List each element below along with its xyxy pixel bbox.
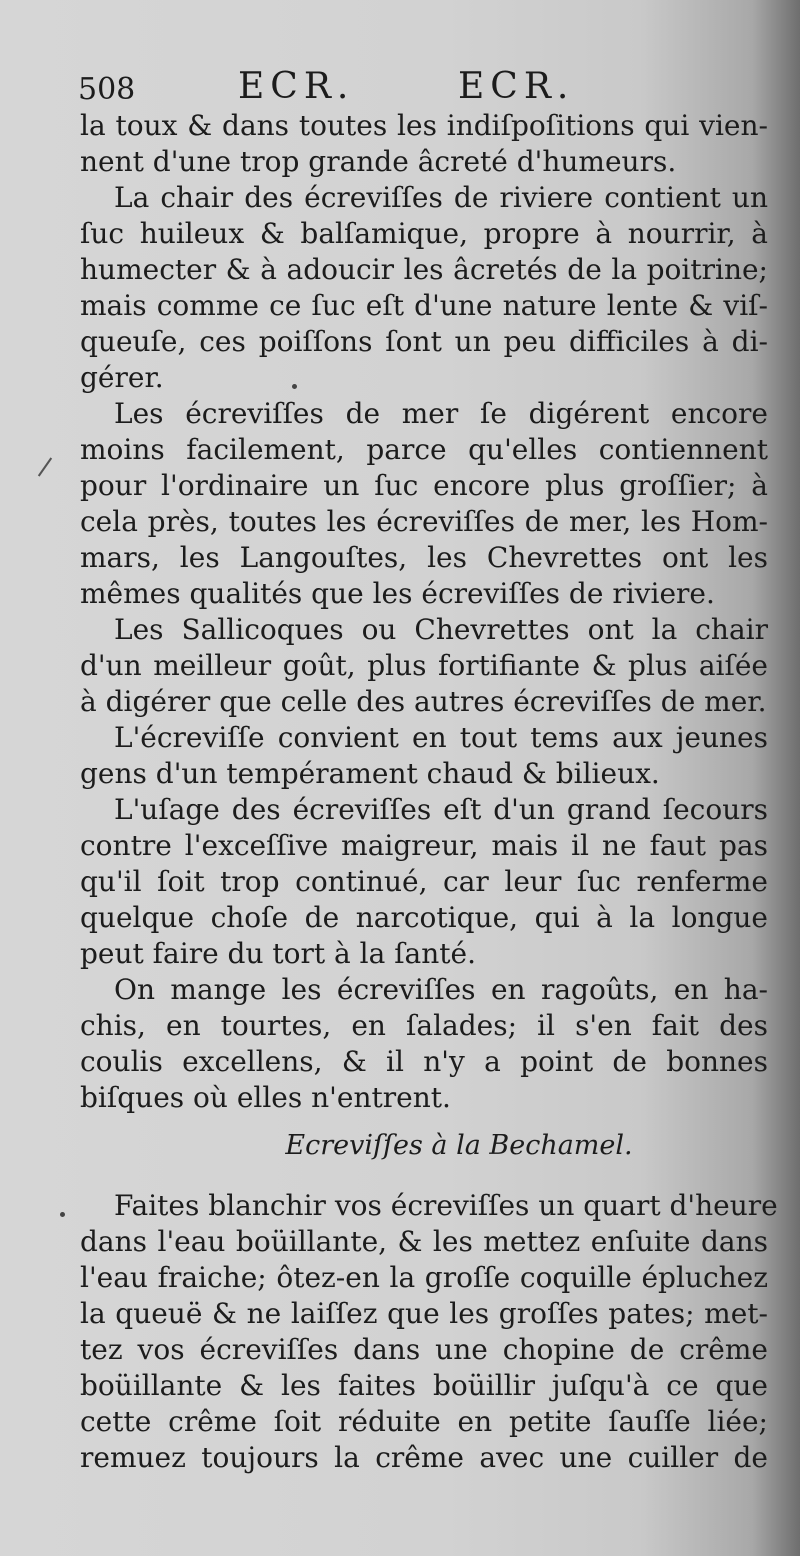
running-head-right: ECR. <box>458 66 575 107</box>
text-line: nent d'une trop grande âcreté d'humeurs. <box>80 145 677 178</box>
text-line: Les Sallicoques ou Chevrettes ont la chair <box>114 613 768 646</box>
text-line: queuſe, ces poiſſons ſont un peu difficiles à di- <box>80 325 768 358</box>
paragraph <box>80 396 768 612</box>
text-line: pour l'ordinaire un ſuc encore plus groſſier; à <box>80 469 768 502</box>
ink-speck <box>60 1212 65 1217</box>
paragraphs <box>80 108 768 1116</box>
text-line: d'un meilleur goût, plus fortifiante & plus aiſée <box>80 649 768 682</box>
text-line: ſuc huileux & balſamique, propre à nourrir, à <box>80 217 768 250</box>
paragraph <box>80 1188 778 1476</box>
text-line: L'uſage des écreviſſes eſt d'un grand ſecours <box>114 793 768 826</box>
running-head-left: ECR. <box>238 66 355 107</box>
text-line: humecter & à adoucir les âcretés de la poitrine; <box>80 253 768 286</box>
text-line: la toux & dans toutes les indiſpoſitions qui vien- <box>80 109 768 142</box>
text-line: cela près, toutes les écreviſſes de mer, les Hom- <box>80 505 768 538</box>
paragraph <box>80 612 768 720</box>
paragraph <box>80 792 768 972</box>
text-line: l'eau fraiche; ôtez-en la groſſe coquille épluchez <box>80 1261 768 1294</box>
text-line: mais comme ce ſuc eſt d'une nature lente & viſ- <box>80 289 768 322</box>
paragraph <box>80 180 768 396</box>
margin-mark <box>38 457 52 476</box>
text-line: La chair des écreviſſes de riviere contient un <box>114 181 768 214</box>
text-line: moins facilement, parce qu'elles contiennent <box>80 433 768 466</box>
page-body <box>80 108 778 1476</box>
text-line: dans l'eau boüillante, & les mettez enſuite dans <box>80 1225 768 1258</box>
text-line: Les écreviſſes de mer ſe digérent encore <box>114 397 768 430</box>
paragraph <box>80 108 768 180</box>
text-line: mêmes qualités que les écreviſſes de riviere. <box>80 577 715 610</box>
text-line: On mange les écreviſſes en ragoûts, en ha- <box>114 973 768 1006</box>
text-line: contre l'exceſſive maigreur, mais il ne faut pas <box>80 829 768 862</box>
text-line: gérer. <box>80 361 164 394</box>
text-line: boüillante & les faites boüillir juſqu'à ce que <box>80 1369 768 1402</box>
text-line: coulis excellens, & il n'y a point de bonnes <box>80 1045 768 1078</box>
page-number: 508 <box>78 72 136 107</box>
text-line: remuez toujours la crême avec une cuiller de <box>80 1441 768 1474</box>
text-line: quelque choſe de narcotique, qui à la longue <box>80 901 768 934</box>
text-line: tez vos écreviſſes dans une chopine de crême <box>80 1333 768 1366</box>
text-line: peut faire du tort à la ſanté. <box>80 937 477 970</box>
text-line: cette crême ſoit réduite en petite ſauſſe liée; <box>80 1405 768 1438</box>
section-heading: Ecreviſſes à la Bechamel. <box>285 1130 633 1161</box>
text-line: chis, en tourtes, en ſalades; il s'en fait des <box>80 1009 768 1042</box>
text-line: gens d'un tempérament chaud & bilieux. <box>80 757 660 790</box>
text-line: biſques où elles n'entrent. <box>80 1081 451 1114</box>
text-line: Faites blanchir vos écreviſſes un quart d'heure <box>114 1189 778 1222</box>
text-line: L'écreviſſe convient en tout tems aux jeunes <box>114 721 768 754</box>
text-line: à digérer que celle des autres écreviſſes de mer. <box>80 685 767 718</box>
paragraph <box>80 720 768 792</box>
paragraph <box>80 972 768 1116</box>
text-line: mars, les Langouſtes, les Chevrettes ont les <box>80 541 768 574</box>
page-header <box>78 66 778 110</box>
text-line: qu'il ſoit trop continué, car leur ſuc renferme <box>80 865 768 898</box>
recipe-paragraph <box>80 1188 778 1476</box>
text-line: la queuë & ne laiſſez que les groſſes pates; met- <box>80 1297 768 1330</box>
